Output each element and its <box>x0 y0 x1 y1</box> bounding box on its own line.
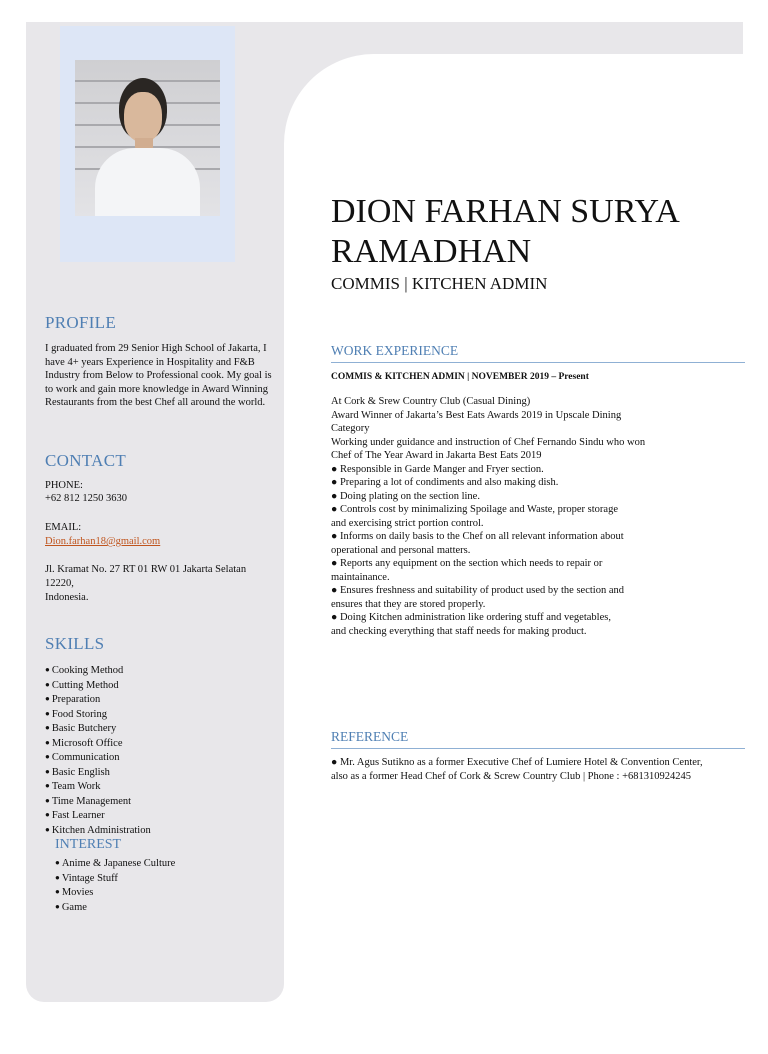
skill-item: ● Communication <box>45 750 151 765</box>
reference-divider <box>331 748 745 749</box>
address-line-1: Jl. Kramat No. 27 RT 01 RW 01 Jakarta Selatan <box>45 564 247 575</box>
work-divider <box>331 362 745 363</box>
role-title: COMMIS | KITCHEN ADMIN <box>331 274 548 293</box>
interest-item: ● Game <box>55 900 175 915</box>
job-line: and checking everything that staff needs for making product. <box>331 625 587 637</box>
interest-item: ● Vintage Stuff <box>55 871 175 886</box>
phone-label: PHONE: <box>45 480 83 491</box>
job-line: Category <box>331 423 370 434</box>
skill-item: ● Kitchen Administration <box>45 823 151 838</box>
skill-item: ● Microsoft Office <box>45 736 151 751</box>
contact-heading: CONTACT <box>45 451 127 470</box>
email-link[interactable]: Dion.farhan18@gmail.com <box>45 536 161 547</box>
job-line: ● Preparing a lot of condiments and also making dish. <box>331 477 559 488</box>
skill-item: ● Team Work <box>45 779 151 794</box>
reference-text <box>331 756 751 783</box>
skills-heading: SKILLS <box>45 634 105 653</box>
address-line-3: Indonesia. <box>45 592 89 603</box>
skill-item: ● Food Storing <box>45 707 151 722</box>
reference-line-1: ● Mr. Agus Sutikno as a former Executive Chef of Lumiere Hotel & Convention Center, <box>331 757 703 768</box>
job-line: ensures that they are stored properly. <box>331 598 486 610</box>
interest-item: ● Movies <box>55 885 175 900</box>
reference-heading: REFERENCE <box>331 729 409 744</box>
job-line: operational and personal matters. <box>331 544 471 556</box>
work-heading: WORK EXPERIENCE <box>331 343 459 358</box>
reference-line-2: also as a former Head Chef of Cork & Screw Country Club | Phone : +681310924245 <box>331 770 692 782</box>
email-label: EMAIL: <box>45 522 82 533</box>
profile-text: I graduated from 29 Senior High School of Jakarta, I have 4+ years Experience in Hospitality and F&B Industry from Below to Professional cook. My goal is to work and gain more knowledge in Award Winning Restaurants from the best Chef all around the world. <box>45 343 272 408</box>
interest-list <box>55 856 175 914</box>
job-line: and exercising strict portion control. <box>331 517 484 529</box>
skills-list <box>45 663 151 837</box>
job-line: ● Doing Kitchen administration like ordering stuff and vegetables, <box>331 612 611 623</box>
skill-item: ● Preparation <box>45 692 151 707</box>
job-line: maintainance. <box>331 571 390 583</box>
skill-item: ● Cooking Method <box>45 663 151 678</box>
job-line: Chef of The Year Award in Jakarta Best Eats 2019 <box>331 450 542 461</box>
profile-heading: PROFILE <box>45 313 117 332</box>
phone-value: +62 812 1250 3630 <box>45 493 128 504</box>
interest-item: ● Anime & Japanese Culture <box>55 856 175 871</box>
job-line: ● Informs on daily basis to the Chef on all relevant information about <box>331 531 624 542</box>
job-line: ● Controls cost by minimalizing Spoilage and Waste, proper storage <box>331 504 619 515</box>
address-line-2: 12220, <box>45 578 74 589</box>
skill-item: ● Time Management <box>45 794 151 809</box>
job-line: At Cork & Srew Country Club (Casual Dining) <box>331 396 531 407</box>
interest-heading: INTEREST <box>55 837 122 852</box>
job-details <box>331 395 745 638</box>
profile-photo <box>75 60 220 216</box>
job-line: ● Ensures freshness and suitability of product used by the section and <box>331 585 624 596</box>
name-line-1: DION FARHAN SURYA <box>331 193 680 230</box>
job-line: Award Winner of Jakarta’s Best Eats Awards 2019 in Upscale Dining <box>331 409 622 421</box>
name-heading <box>331 192 680 272</box>
job-line: ● Doing plating on the section line. <box>331 490 480 502</box>
skill-item: ● Fast Learner <box>45 808 151 823</box>
name-line-2: RAMADHAN <box>331 233 532 270</box>
skill-item: ● Basic Butchery <box>45 721 151 736</box>
job-line: ● Reports any equipment on the section which needs to repair or <box>331 558 603 569</box>
skill-item: ● Cutting Method <box>45 678 151 693</box>
job-title: COMMIS & KITCHEN ADMIN | NOVEMBER 2019 – Present <box>331 372 589 382</box>
job-line: ● Responsible in Garde Manger and Fryer section. <box>331 463 544 475</box>
skill-item: ● Basic English <box>45 765 151 780</box>
job-line: Working under guidance and instruction of Chef Fernando Sindu who won <box>331 436 646 448</box>
